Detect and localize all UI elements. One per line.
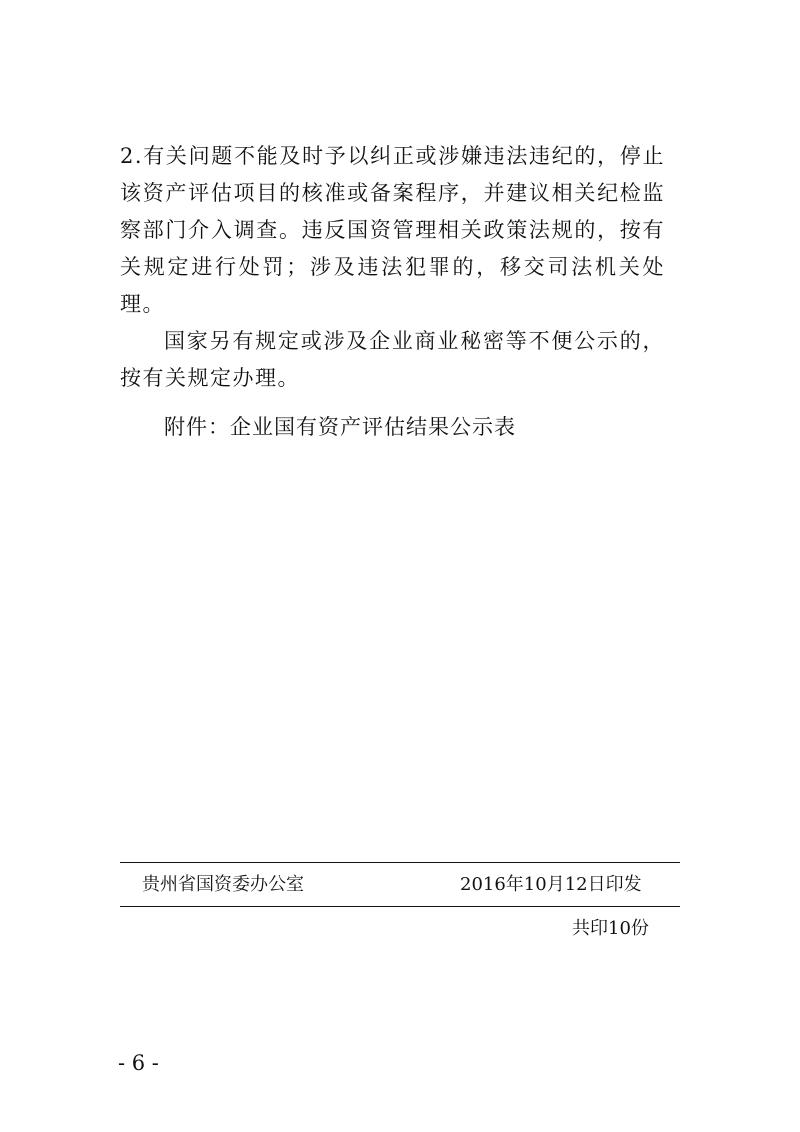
- issuer-name: 贵州省国资委办公室: [142, 874, 304, 895]
- issue-date: 2016年10月12日印发: [460, 874, 642, 895]
- footer-top-rule: [120, 862, 680, 863]
- page-number: - 6 -: [118, 1051, 159, 1075]
- paragraph-1: 2.有关问题不能及时予以纠正或涉嫌违法违纪的，停止该资产评估项目的核准或备案程序，并建议相关纪检监察部门介入调查。违反国资管理相关政策法规的，按有关规定进行处罚；涉及违法犯罪的，移交司法机关处理。: [120, 144, 665, 316]
- footer-bottom-rule: [120, 906, 680, 907]
- body-text: [120, 138, 665, 397]
- copies-count: 共印10份: [572, 918, 649, 939]
- paragraph-2: 国家另有规定或涉及企业商业秘密等不便公示的，按有关规定办理。: [120, 329, 665, 390]
- attachment-line: 附件：企业国有资产评估结果公示表: [164, 415, 516, 439]
